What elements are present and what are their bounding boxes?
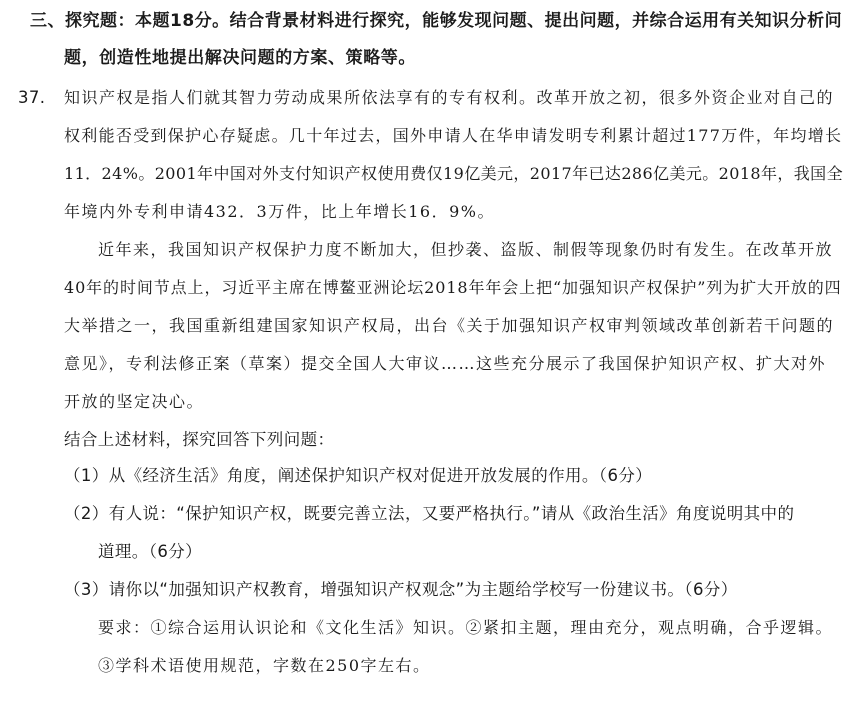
material-paragraph-1-line-1: 知识产权是指人们就其智力劳动成果所依法享有的专有权利。改革开放之初，很多外资企业对自己的	[64, 88, 835, 107]
material-paragraph-2-line-5: 开放的坚定决心。	[64, 392, 205, 411]
material-paragraph-1-line-3: 11．24%。2001年中国对外支付知识产权使用费仅19亿美元，2017年已达286亿美元。2018年，我国全	[64, 164, 843, 183]
sub-question-2: （2）有人说：“保护知识产权，既要完善立法，又要严格执行。”请从《政治生活》角度说明其中的	[64, 504, 795, 523]
sub-question-3: （3）请你以“加强知识产权教育，增强知识产权观念”为主题给学校写一份建议书。（6分）	[64, 580, 738, 599]
material-paragraph-2-line-3: 大举措之一，我国重新组建国家知识产权局，出台《关于加强知识产权审判领域改革创新若干问题的	[64, 316, 835, 335]
material-paragraph-2-line-2: 40年的时间节点上，习近平主席在博鳌亚洲论坛2018年年会上把“加强知识产权保护”列为扩大开放的四	[64, 278, 842, 297]
question-prompt: 结合上述材料，探究回答下列问题：	[64, 430, 335, 449]
section-header-line1: 三、探究题：本题18分。结合背景材料进行探究，能够发现问题、提出问题，并综合运用有关知识分析问	[30, 11, 843, 31]
question-number: 37.	[18, 88, 46, 107]
material-paragraph-2-line-1: 近年来，我国知识产权保护力度不断加大，但抄袭、盗版、制假等现象仍时有发生。在改革开放	[98, 240, 834, 259]
sub-question-1: （1）从《经济生活》角度，阐述保护知识产权对促进开放发展的作用。（6分）	[64, 466, 653, 485]
requirements-line-1: 要求：①综合运用认识论和《文化生活》知识。②紧扣主题，理由充分，观点明确，合乎逻辑。	[98, 618, 834, 637]
section-header-line2: 题，创造性地提出解决问题的方案、策略等。	[64, 48, 416, 68]
sub-question-2-continued: 道理。（6分）	[98, 542, 203, 561]
requirements-line-2: ③学科术语使用规范，字数在250字左右。	[98, 656, 431, 675]
material-paragraph-1-line-4: 年境内外专利申请432．3万件，比上年增长16．9%。	[64, 202, 495, 221]
material-paragraph-1-line-2: 权利能否受到保护心存疑虑。几十年过去，国外申请人在华申请发明专利累计超过177万件，年均增长	[64, 126, 843, 145]
material-paragraph-2-line-4: 意见》，专利法修正案（草案）提交全国人大审议……这些充分展示了我国保护知识产权、扩大对外	[64, 354, 827, 373]
